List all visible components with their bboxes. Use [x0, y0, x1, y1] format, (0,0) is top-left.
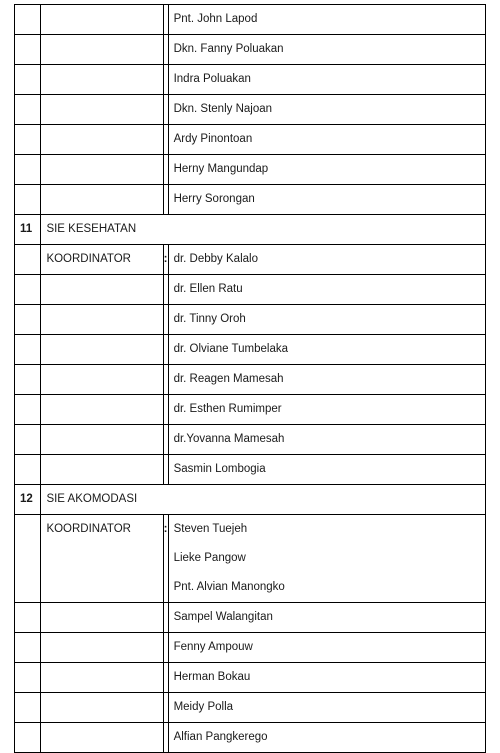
role-label: KOORDINATOR: [41, 245, 163, 275]
colon-separator: :: [163, 245, 168, 275]
member-name: Steven Tuejeh: [173, 523, 248, 535]
table-row: [15, 335, 486, 365]
member-name: Lieke Pangow: [173, 552, 246, 564]
role-cell: [41, 633, 163, 663]
role-label: KOORDINATOR: [41, 515, 163, 603]
number-cell: [15, 305, 41, 335]
section-title: SIE KESEHATAN: [41, 215, 486, 245]
number-cell: [15, 245, 41, 275]
number-cell: [15, 365, 41, 395]
number-cell: [15, 275, 41, 305]
number-cell: [15, 65, 41, 95]
role-cell: [41, 305, 163, 335]
member-name: Meidy Polla: [168, 693, 485, 723]
table-row: [15, 5, 486, 35]
table-row: [15, 155, 486, 185]
role-cell: [41, 455, 163, 485]
table-row: [15, 305, 486, 335]
table-row: [15, 125, 486, 155]
table-row: [15, 515, 486, 603]
number-cell: [15, 5, 41, 35]
role-cell: [41, 185, 163, 215]
table-row: [15, 395, 486, 425]
number-cell: [15, 455, 41, 485]
member-name: Dkn. Fanny Poluakan: [168, 35, 485, 65]
member-name: Fenny Ampouw: [168, 633, 485, 663]
role-cell: [41, 365, 163, 395]
table-row: [15, 245, 486, 275]
table-row: [15, 275, 486, 305]
number-cell: [15, 395, 41, 425]
role-cell: [41, 155, 163, 185]
member-name: Herry Sorongan: [168, 185, 485, 215]
number-cell: [15, 663, 41, 693]
number-cell: [15, 603, 41, 633]
number-cell: [15, 155, 41, 185]
member-name: Dkn. Stenly Najoan: [168, 95, 485, 125]
member-name: dr. Debby Kalalo: [168, 245, 485, 275]
number-cell: [15, 515, 41, 603]
section-header-row: [15, 485, 486, 515]
member-name: Pnt. Alvian Manongko: [173, 581, 285, 593]
role-cell: [41, 275, 163, 305]
number-cell: [15, 723, 41, 753]
number-cell: [15, 335, 41, 365]
role-cell: [41, 663, 163, 693]
table-row: [15, 185, 486, 215]
committee-table: [14, 4, 486, 753]
member-name: Alfian Pangkerego: [168, 723, 485, 753]
table-row: [15, 663, 486, 693]
member-name: dr. Ellen Ratu: [168, 275, 485, 305]
member-name: dr.Yovanna Mamesah: [168, 425, 485, 455]
member-name: Herny Mangundap: [168, 155, 485, 185]
role-cell: [41, 35, 163, 65]
number-cell: [15, 693, 41, 723]
member-name: dr. Olviane Tumbelaka: [168, 335, 485, 365]
member-name: Ardy Pinontoan: [168, 125, 485, 155]
role-cell: [41, 693, 163, 723]
member-name: Herman Bokau: [168, 663, 485, 693]
role-cell: [41, 603, 163, 633]
number-cell: [15, 95, 41, 125]
member-name: Indra Poluakan: [168, 65, 485, 95]
table-row: [15, 603, 486, 633]
member-name: Sampel Walangitan: [168, 603, 485, 633]
member-name: dr. Reagen Mamesah: [168, 365, 485, 395]
role-cell: [41, 95, 163, 125]
table-row: [15, 455, 486, 485]
table-row: [15, 723, 486, 753]
number-cell: [15, 125, 41, 155]
member-name: dr. Esthen Rumimper: [168, 395, 485, 425]
role-cell: [41, 125, 163, 155]
number-cell: [15, 35, 41, 65]
role-cell: [41, 425, 163, 455]
number-cell: [15, 425, 41, 455]
section-header-row: [15, 215, 486, 245]
table-row: [15, 35, 486, 65]
member-name: Sasmin Lombogia: [168, 455, 485, 485]
number-cell: [15, 185, 41, 215]
section-title: SIE AKOMODASI: [41, 485, 486, 515]
table-row: [15, 95, 486, 125]
number-cell: [15, 633, 41, 663]
member-name: Pnt. John Lapod: [168, 5, 485, 35]
role-cell: [41, 395, 163, 425]
role-cell: [41, 335, 163, 365]
member-name: dr. Tinny Oroh: [168, 305, 485, 335]
role-cell: [41, 5, 163, 35]
table-row: [15, 425, 486, 455]
table-row: [15, 365, 486, 395]
coordinator-names-cell: [168, 515, 485, 603]
role-cell: [41, 723, 163, 753]
table-row: [15, 65, 486, 95]
section-number: 11: [15, 215, 41, 245]
table-row: [15, 693, 486, 723]
section-number: 12: [15, 485, 41, 515]
table-row: [15, 633, 486, 663]
role-cell: [41, 65, 163, 95]
colon-separator: :: [163, 515, 168, 603]
